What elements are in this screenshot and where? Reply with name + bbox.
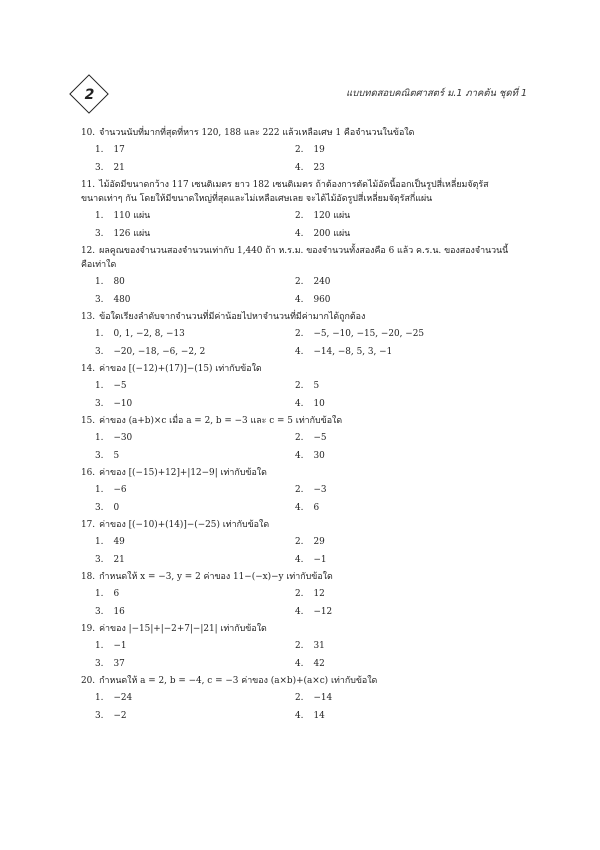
choice-number: 1. [95,589,104,599]
choice-number: 2. [295,433,304,443]
answer-choice [295,143,495,157]
question-item [81,244,536,307]
answer-choice [95,345,295,359]
choice-number: 1. [95,485,104,495]
question-list [81,126,536,726]
answer-choice [95,161,295,175]
choice-grid [81,587,536,619]
question-line [81,414,536,428]
answer-choice [295,379,495,393]
answer-choice [295,345,495,359]
question-number: 12. [81,246,96,256]
answer-choice [295,227,495,241]
choice-text: 19 [313,145,325,155]
question-text: ค่าของ (a+b)×c เมื่อ a = 2, b = −3 และ c = 5 เท่ากับข้อใด [99,416,343,426]
question-text: ค่าของ |−15|+|−2+7|−|21| เท่ากับข้อใด [99,624,267,634]
answer-choice [95,587,295,601]
choice-grid [81,143,536,175]
question-line [81,178,536,192]
choice-text: 14 [313,711,325,721]
choice-number: 3. [95,399,104,409]
choice-text: 17 [113,145,125,155]
answer-choice [95,639,295,653]
choice-text: 120 แผ่น [313,211,351,221]
question-item [81,126,536,175]
choice-number: 3. [95,295,104,305]
choice-number: 3. [95,711,104,721]
question-text: ค่าของ [(−10)+(14)]−(−25) เท่ากับข้อใด [99,520,270,530]
question-number: 11. [81,180,96,190]
answer-choice [295,605,495,619]
choice-text: 31 [313,641,325,651]
choice-text: −20, −18, −6, −2, 2 [113,347,206,357]
answer-choice [95,327,295,341]
choice-text: 240 [313,277,331,287]
answer-choice [295,639,495,653]
choice-number: 4. [295,399,304,409]
answer-choice [295,587,495,601]
question-text: จำนวนนับที่มากที่สุดที่หาร 120, 188 และ 222 แล้วเหลือเศษ 1 คือจำนวนในข้อใด [99,128,415,138]
choice-number: 3. [95,659,104,669]
answer-choice [95,535,295,549]
choice-grid [81,691,536,723]
choice-number: 4. [295,347,304,357]
answer-choice [95,657,295,671]
answer-choice [295,501,495,515]
choice-number: 2. [295,485,304,495]
question-number: 13. [81,312,96,322]
question-line [81,674,536,688]
choice-text: −12 [313,607,333,617]
answer-choice [95,293,295,307]
answer-choice [295,431,495,445]
question-line [81,570,536,584]
choice-grid [81,275,536,307]
answer-choice [295,553,495,567]
answer-choice [95,483,295,497]
choice-grid [81,379,536,411]
question-line-continued [81,258,536,272]
choice-text: 37 [113,659,125,669]
choice-number: 4. [295,503,304,513]
choice-number: 1. [95,211,104,221]
answer-choice [95,501,295,515]
choice-number: 1. [95,145,104,155]
question-line [81,126,536,140]
choice-number: 1. [95,641,104,651]
choice-text: 80 [113,277,125,287]
question-text: กำหนดให้ a = 2, b = −4, c = −3 ค่าของ (a×b)+(a×c) เท่ากับข้อใด [99,676,378,686]
question-line-continued [81,192,536,206]
choice-number: 3. [95,229,104,239]
header-title: แบบทดสอบคณิตศาสตร์ ม.1 ภาคต้น ชุดที่ 1 [346,88,527,99]
answer-choice [295,709,495,723]
answer-choice [295,535,495,549]
choice-number: 4. [295,659,304,669]
choice-text: 0, 1, −2, 8, −13 [113,329,185,339]
choice-text: 5 [113,451,120,461]
question-item [81,674,536,723]
choice-text: −1 [313,555,327,565]
choice-text: 16 [113,607,125,617]
answer-choice [295,161,495,175]
choice-number: 2. [295,537,304,547]
answer-choice [95,379,295,393]
choice-number: 4. [295,711,304,721]
answer-choice [95,553,295,567]
question-number: 10. [81,128,96,138]
choice-text: 5 [313,381,320,391]
choice-text: 12 [313,589,325,599]
question-text: ผลคูณของจำนวนสองจำนวนเท่ากับ 1,440 ถ้า ห.ร.ม. ของจำนวนทั้งสองคือ 6 แล้ว ค.ร.น. ของสองจำนวนนี้ [99,246,509,256]
choice-text: −2 [113,711,127,721]
choice-grid [81,535,536,567]
choice-text: 0 [113,503,120,513]
answer-choice [295,483,495,497]
answer-choice [95,275,295,289]
question-item [81,178,536,241]
choice-text: −14 [313,693,333,703]
choice-text: 21 [113,555,125,565]
answer-choice [95,691,295,705]
choice-number: 2. [295,381,304,391]
answer-choice [95,431,295,445]
question-line [81,244,536,258]
choice-text: 110 แผ่น [113,211,151,221]
choice-grid [81,209,536,241]
choice-number: 4. [295,295,304,305]
choice-text: 6 [113,589,120,599]
choice-text: −1 [113,641,127,651]
choice-number: 1. [95,277,104,287]
choice-number: 4. [295,451,304,461]
choice-text: −30 [113,433,133,443]
question-line [81,466,536,480]
choice-text: −3 [313,485,327,495]
choice-text: −14, −8, 5, 3, −1 [313,347,393,357]
question-number: 16. [81,468,96,478]
choice-number: 3. [95,555,104,565]
question-number: 20. [81,676,96,686]
choice-text: −24 [113,693,133,703]
choice-number: 4. [295,229,304,239]
question-item [81,518,536,567]
choice-number: 3. [95,451,104,461]
choice-number: 1. [95,329,104,339]
answer-choice [295,397,495,411]
choice-number: 3. [95,163,104,173]
choice-text: 6 [313,503,320,513]
choice-grid [81,639,536,671]
answer-choice [95,605,295,619]
choice-number: 2. [295,589,304,599]
choice-text: −5 [113,381,127,391]
choice-grid [81,483,536,515]
choice-text: −5, −10, −15, −20, −25 [313,329,425,339]
choice-text: 200 แผ่น [313,229,351,239]
choice-text: −10 [113,399,133,409]
question-text: ขนาดเท่าๆ กัน โดยให้มีขนาดใหญ่ที่สุดและไม่เหลือเศษเลย จะได้ไม้อัดรูปสี่เหลี่ยมจัตุรัสกี่แผ่น [81,194,433,204]
choice-number: 2. [295,145,304,155]
question-item [81,310,536,359]
choice-number: 1. [95,537,104,547]
question-text: ค่าของ [(−12)+(17)]−(15) เท่ากับข้อใด [99,364,262,374]
choice-number: 4. [295,607,304,617]
choice-number: 3. [95,347,104,357]
choice-text: 42 [313,659,325,669]
choice-number: 2. [295,329,304,339]
choice-text: 960 [313,295,331,305]
answer-choice [95,709,295,723]
choice-number: 3. [95,607,104,617]
question-item [81,466,536,515]
choice-number: 2. [295,641,304,651]
answer-choice [295,275,495,289]
choice-text: 29 [313,537,325,547]
choice-text: −5 [313,433,327,443]
choice-number: 2. [295,277,304,287]
choice-text: 23 [313,163,325,173]
choice-grid [81,431,536,463]
question-text: ข้อใดเรียงลำดับจากจำนวนที่มีค่าน้อยไปหาจำนวนที่มีค่ามากได้ถูกต้อง [99,312,366,322]
answer-choice [295,657,495,671]
choice-number: 4. [295,163,304,173]
question-number: 18. [81,572,96,582]
question-item [81,362,536,411]
choice-grid [81,327,536,359]
question-number: 17. [81,520,96,530]
question-line [81,362,536,376]
answer-choice [95,227,295,241]
question-number: 15. [81,416,96,426]
answer-choice [295,691,495,705]
choice-number: 1. [95,433,104,443]
question-text: ค่าของ [(−15)+12]+|12−9| เท่ากับข้อใด [99,468,267,478]
choice-number: 2. [295,693,304,703]
answer-choice [95,209,295,223]
answer-choice [295,209,495,223]
choice-number: 2. [295,211,304,221]
choice-text: 480 [113,295,131,305]
answer-choice [95,449,295,463]
question-number: 19. [81,624,96,634]
answer-choice [295,327,495,341]
page-number: 2 [84,86,95,103]
choice-text: 126 แผ่น [113,229,151,239]
question-item [81,622,536,671]
question-line [81,622,536,636]
question-item [81,414,536,463]
answer-choice [295,293,495,307]
answer-choice [95,143,295,157]
question-item [81,570,536,619]
choice-text: −6 [113,485,127,495]
answer-choice [295,449,495,463]
choice-text: 10 [313,399,325,409]
choice-number: 4. [295,555,304,565]
question-line [81,310,536,324]
question-line [81,518,536,532]
question-text: ไม้อัดมีขนาดกว้าง 117 เซนติเมตร ยาว 182 เซนติเมตร ถ้าต้องการตัดไม้อัดนี้ออกเป็นรูปสี่เหลี่ยมจัตุรัส [99,180,489,190]
choice-number: 1. [95,381,104,391]
choice-number: 3. [95,503,104,513]
question-text: กำหนดให้ x = −3, y = 2 ค่าของ 11−(−x)−y เท่ากับข้อใด [99,572,333,582]
question-number: 14. [81,364,96,374]
choice-number: 1. [95,693,104,703]
choice-text: 30 [313,451,325,461]
choice-text: 49 [113,537,125,547]
choice-text: 21 [113,163,125,173]
answer-choice [95,397,295,411]
question-text: คือเท่าใด [81,260,117,270]
